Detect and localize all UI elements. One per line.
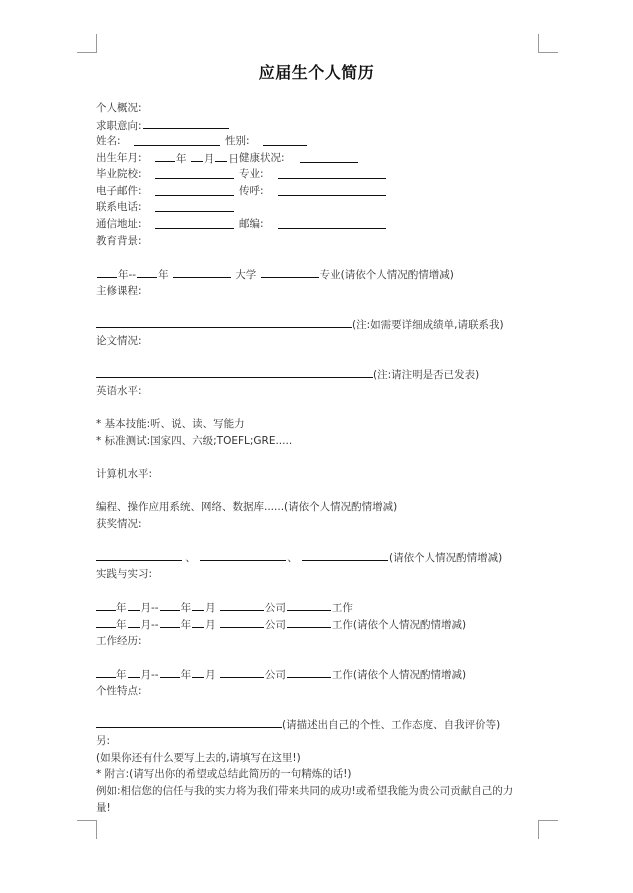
job-text: 工作 — [331, 602, 353, 614]
award-field-3[interactable] — [302, 550, 388, 561]
month-unit: 月 — [203, 153, 215, 165]
practice-row — [96, 617, 466, 632]
award-field-1[interactable] — [96, 550, 182, 561]
corner-mark-top-right — [538, 34, 558, 53]
example-line-continued: 量! — [96, 802, 111, 814]
email-pager-row — [96, 184, 396, 198]
postcode-label: 邮编: — [239, 218, 264, 230]
address-postcode-row — [96, 217, 396, 231]
company-field[interactable] — [220, 617, 264, 628]
practice-row — [96, 600, 353, 615]
courses-row — [96, 317, 504, 332]
edu-year-to-field[interactable] — [137, 267, 157, 278]
end-month-field[interactable] — [192, 667, 204, 678]
work-note: (请依个人情况酌情增减) — [352, 669, 467, 681]
education-heading: 教育背景: — [96, 235, 142, 247]
year-unit: 年 — [116, 669, 127, 681]
birth-day-field[interactable] — [215, 151, 227, 162]
name-gender-row — [96, 134, 316, 148]
courses-field[interactable] — [96, 317, 352, 328]
birth-date-group — [154, 151, 239, 166]
other-line: (如果你还有什么要写上去的,请填写在这里!) — [96, 752, 301, 764]
pager-label: 传呼: — [239, 185, 264, 197]
company-text: 公司 — [264, 602, 286, 614]
birth-health-row — [96, 151, 366, 165]
major-label: 专业: — [239, 168, 264, 180]
start-month-field[interactable] — [128, 617, 140, 628]
month-unit: 月 — [205, 602, 216, 614]
phone-row — [96, 200, 396, 214]
phone-field[interactable] — [155, 201, 234, 212]
computer-heading: 计算机水平: — [96, 468, 153, 480]
end-year-field[interactable] — [160, 600, 180, 611]
job-intent-row — [96, 118, 230, 133]
work-heading: 工作经历: — [96, 635, 142, 647]
end-month-field[interactable] — [192, 600, 204, 611]
email-label: 电子邮件: — [96, 185, 142, 197]
school-label: 毕业院校: — [96, 168, 142, 180]
school-major-row — [96, 167, 396, 181]
job-text: 工作 — [331, 669, 353, 681]
month-from-text: 月-- — [140, 669, 159, 681]
health-label: 健康状况: — [239, 152, 285, 164]
month-from-text: 月-- — [140, 619, 159, 631]
corner-mark-bottom-right — [538, 820, 558, 839]
birth-month-field[interactable] — [191, 151, 203, 162]
job-field[interactable] — [287, 667, 331, 678]
major-field[interactable] — [278, 168, 386, 179]
birth-label: 出生年月: — [96, 152, 142, 164]
personality-field[interactable] — [96, 717, 282, 728]
year-unit: 年 — [176, 153, 187, 165]
courses-note: (注:如需要详细成绩单,请联系我) — [352, 319, 504, 331]
company-text: 公司 — [264, 619, 286, 631]
year-unit: 年 — [180, 619, 192, 631]
university-text: 大学 — [235, 269, 257, 281]
english-item: * 基本技能:听、说、读、写能力 — [96, 418, 245, 430]
job-field[interactable] — [287, 617, 331, 628]
start-year-field[interactable] — [96, 667, 116, 678]
edu-year-from-field[interactable] — [97, 267, 117, 278]
day-unit: 日 — [228, 153, 239, 165]
school-field[interactable] — [155, 168, 234, 179]
year-unit: 年 — [180, 602, 192, 614]
english-heading: 英语水平: — [96, 385, 142, 397]
thesis-row — [96, 367, 479, 382]
company-text: 公司 — [264, 669, 286, 681]
edu-major-note: 专业(请依个人情况酌情增减) — [319, 269, 454, 281]
end-year-field[interactable] — [160, 667, 180, 678]
end-year-field[interactable] — [160, 617, 180, 628]
year-unit: 年 — [180, 669, 192, 681]
computer-text: 编程、操作应用系统、网络、数据库......(请依个人情况酌情增减) — [96, 501, 398, 513]
pager-field[interactable] — [278, 185, 386, 196]
end-month-field[interactable] — [192, 617, 204, 628]
education-entry-row — [96, 267, 454, 282]
practice-note: (请依个人情况酌情增减) — [352, 619, 467, 631]
personality-row — [96, 717, 500, 732]
name-field[interactable] — [134, 135, 220, 146]
job-intent-field[interactable] — [143, 118, 229, 129]
document-title: 应届生个人简历 — [258, 63, 375, 82]
award-separator: 、 — [185, 552, 196, 564]
job-intent-label: 求职意向: — [96, 120, 142, 132]
company-field[interactable] — [220, 667, 264, 678]
awards-heading: 获奖情况: — [96, 518, 142, 530]
job-text: 工作 — [331, 619, 353, 631]
awards-note: (请依个人情况酌情增减) — [389, 552, 503, 564]
year-unit: 年 — [116, 602, 127, 614]
name-label: 姓名: — [96, 135, 121, 147]
month-unit: 月 — [205, 619, 216, 631]
english-item: * 标准测试:国家四、六级;TOEFL;GRE..... — [96, 435, 293, 447]
corner-mark-top-left — [77, 34, 97, 53]
birth-year-field[interactable] — [155, 151, 175, 162]
gender-field[interactable] — [263, 135, 307, 146]
personality-heading: 个性特点: — [96, 685, 142, 697]
address-field[interactable] — [155, 218, 234, 229]
example-line: 例如:相信您的信任与我的实力将为我们带来共同的成功!或希望我能为贵公司贡献自己的力 — [96, 785, 514, 797]
start-year-field[interactable] — [96, 600, 116, 611]
health-field[interactable] — [300, 152, 358, 163]
gender-label: 性别: — [225, 135, 250, 147]
personality-note: (请描述出自己的个性、工作态度、自我评价等) — [282, 719, 501, 731]
start-year-field[interactable] — [96, 617, 116, 628]
start-month-field[interactable] — [128, 667, 140, 678]
address-label: 通信地址: — [96, 218, 142, 230]
other-heading: 另: — [96, 735, 111, 747]
start-month-field[interactable] — [128, 600, 140, 611]
corner-mark-bottom-left — [77, 820, 97, 839]
personal-heading: 个人概况: — [96, 102, 142, 114]
thesis-note: (注:请注明是否已发表) — [373, 369, 480, 381]
work-row — [96, 667, 466, 682]
month-from-text: 月-- — [140, 602, 159, 614]
awards-row — [96, 550, 502, 565]
year-to-text: 年 — [158, 269, 169, 281]
company-field[interactable] — [220, 600, 264, 611]
university-field[interactable] — [173, 267, 231, 278]
postscript-line: * 附言:(请写出你的希望或总结此简历的一句精炼的话!) — [96, 768, 352, 780]
thesis-field[interactable] — [96, 367, 373, 378]
edu-major-field[interactable] — [261, 267, 319, 278]
phone-label: 联系电话: — [96, 201, 142, 213]
award-separator: 、 — [287, 552, 298, 564]
award-field-2[interactable] — [200, 550, 286, 561]
thesis-heading: 论文情况: — [96, 335, 142, 347]
job-field[interactable] — [287, 600, 331, 611]
postcode-field[interactable] — [278, 218, 386, 229]
courses-heading: 主修课程: — [96, 285, 142, 297]
month-unit: 月 — [205, 669, 216, 681]
practice-heading: 实践与实习: — [96, 568, 153, 580]
year-from-text: 年-- — [118, 269, 137, 281]
email-field[interactable] — [155, 185, 234, 196]
year-unit: 年 — [116, 619, 127, 631]
